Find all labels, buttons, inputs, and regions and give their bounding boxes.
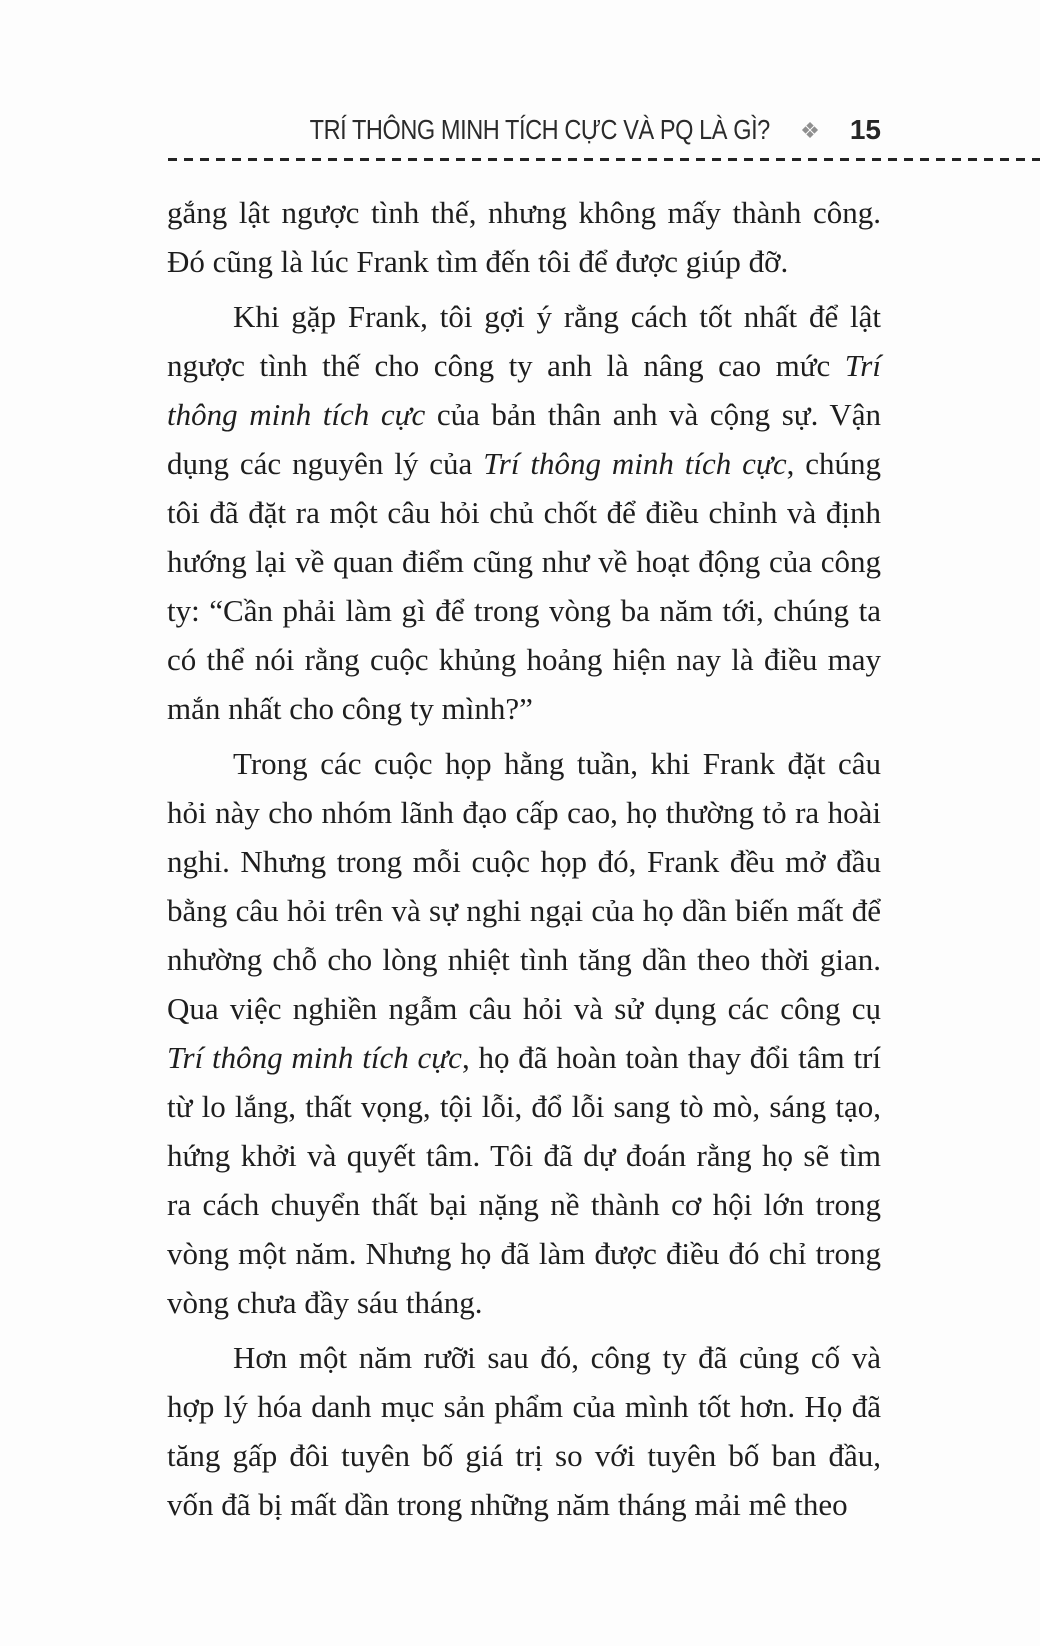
running-header-title: TRÍ THÔNG MINH TÍCH CỰC VÀ PQ LÀ GÌ?	[309, 114, 771, 145]
text-segment: của bản thân anh và cộng sự. Vận dụng các nguyên lý của	[167, 397, 881, 481]
text-segment: , họ đã hoàn toàn thay đổi tâm trí từ lo lắng, thất vọng, tội lỗi, đổ lỗi sang tò mò, sáng tạo, hứng khởi và quyết tâm. Tôi đã dự đoán rằng họ sẽ tìm ra cách chuyển thất bại nặng nề thành cơ hội lớn trong vòng một năm. Nhưng họ đã làm được điều đó chỉ trong vòng chưa đầy sáu tháng.	[167, 1040, 881, 1320]
text-segment: Khi gặp Frank, tôi gợi ý rằng cách tốt nhất để lật ngược tình thế cho công ty anh là nâng cao mức	[167, 299, 881, 383]
page-number: 15	[849, 114, 881, 145]
ornament-icon: ❖	[800, 119, 820, 144]
running-header	[167, 114, 881, 146]
body-text	[167, 188, 881, 1535]
paragraph	[167, 188, 881, 286]
italic-text-segment: Trí thông minh tích cực	[483, 446, 787, 481]
text-segment: Trong các cuộc họp hằng tuần, khi Frank đặt câu hỏi này cho nhóm lãnh đạo cấp cao, họ thường tỏ ra hoài nghi. Nhưng trong mỗi cuộc họp đó, Frank đều mở đầu bằng câu hỏi trên và sự nghi ngại của họ dần biến mất để nhường chỗ cho lòng nhiệt tình tăng dần theo thời gian. Qua việc nghiền ngẫm câu hỏi và sử dụng các công cụ	[167, 746, 881, 1026]
italic-text-segment: Trí thông minh tích cực	[167, 1040, 462, 1075]
paragraph	[167, 739, 881, 1327]
text-segment: gắng lật ngược tình thế, nhưng không mấy thành công. Đó cũng là lúc Frank tìm đến tôi để được giúp đỡ.	[167, 195, 881, 279]
text-segment: Hơn một năm rưỡi sau đó, công ty đã củng cố và hợp lý hóa danh mục sản phẩm của mình tốt hơn. Họ đã tăng gấp đôi tuyên bố giá trị so với tuyên bố ban đầu, vốn đã bị mất dần trong những năm tháng mải mê theo	[167, 1340, 881, 1522]
italic-text-segment: Trí thông minh tích cực	[167, 348, 881, 432]
text-segment: , chúng tôi đã đặt ra một câu hỏi chủ chốt để điều chỉnh và định hướng lại về quan điểm cũng như về hoạt động của công ty: “Cần phải làm gì để trong vòng ba năm tới, chúng ta có thể nói rằng cuộc khủng hoảng hiện nay là điều may mắn nhất cho công ty mình?”	[167, 446, 882, 726]
paragraph	[167, 292, 881, 733]
header-divider	[168, 158, 1040, 161]
paragraph	[167, 1333, 881, 1529]
